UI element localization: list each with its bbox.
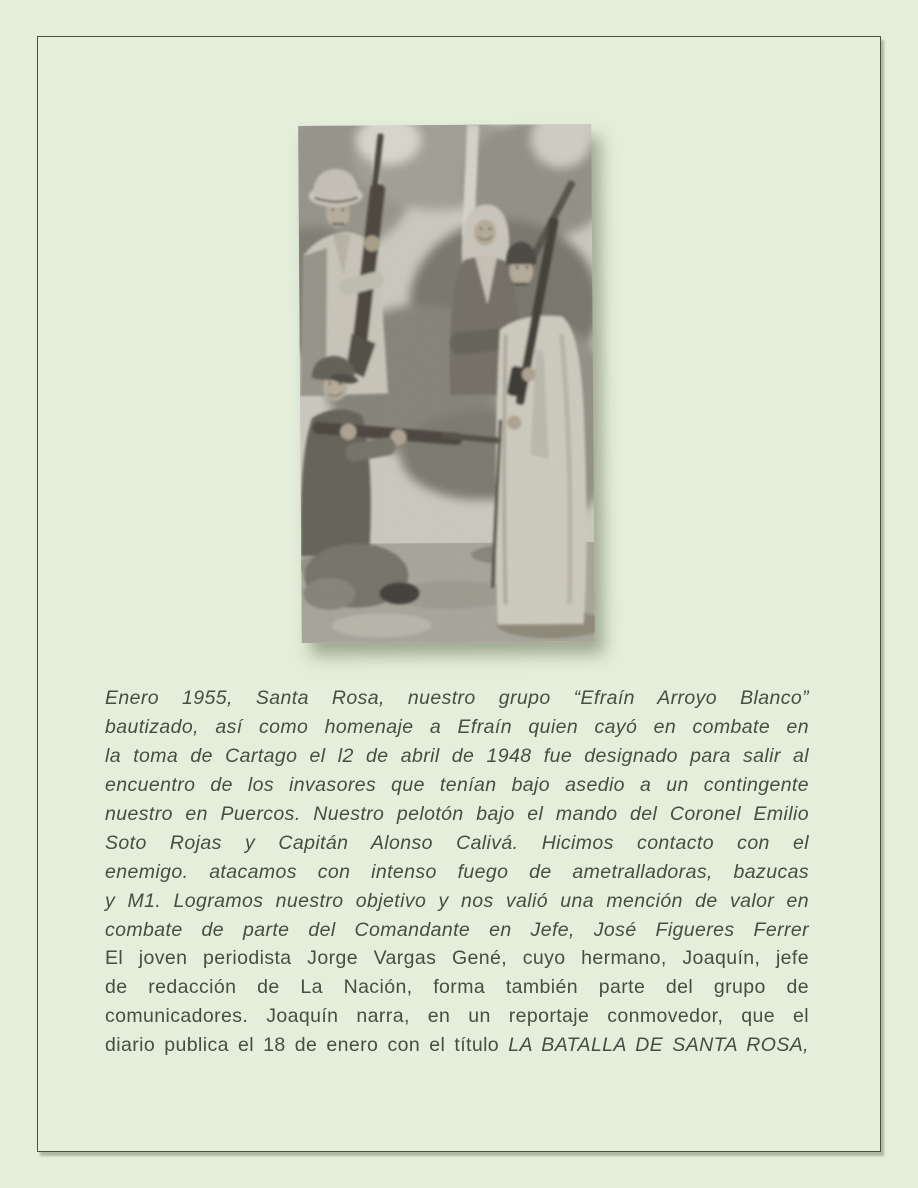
text-line: encuentro de los invasores que tenían bajo asedio a un contingente [105,774,809,796]
paragraph-memoir [105,684,809,945]
text-line: Enero 1955, Santa Rosa, nuestro grupo “Efraín Arroyo Blanco” [105,687,809,709]
text-line: El joven periodista Jorge Vargas Gené, cuyo hermano, Joaquín, jefe [105,947,809,969]
paragraph-journalist [105,944,809,1060]
text-segment: diario publica el 18 de enero con el título [105,1034,500,1056]
article-title-text: LA BATALLA DE SANTA ROSA, [508,1034,809,1056]
battle-photo [298,124,595,643]
battle-photo-art [298,124,595,643]
text-line [105,1031,809,1060]
text-line: comunicadores. Joaquín narra, en un reportaje conmovedor, que el [105,1005,809,1027]
text-line: bautizado, así como homenaje a Efraín quien cayó en combate en [105,716,809,738]
text-line: y M1. Logramos nuestro objetivo y nos valió una mención de valor en [105,890,809,912]
text-line: la toma de Cartago el l2 de abril de 1948 fue designado para salir al [105,745,809,767]
text-line: enemigo. atacamos con intenso fuego de ametralladoras, bazucas [105,861,809,883]
text-line: combate de parte del Comandante en Jefe, José Figueres Ferrer [105,919,809,941]
text-line: de redacción de La Nación, forma también parte del grupo de [105,976,809,998]
text-line: nuestro en Puercos. Nuestro pelotón bajo el mando del Coronel Emilio [105,803,809,825]
text-line: Soto Rojas y Capitán Alonso Calivá. Hicimos contacto con el [105,832,809,854]
